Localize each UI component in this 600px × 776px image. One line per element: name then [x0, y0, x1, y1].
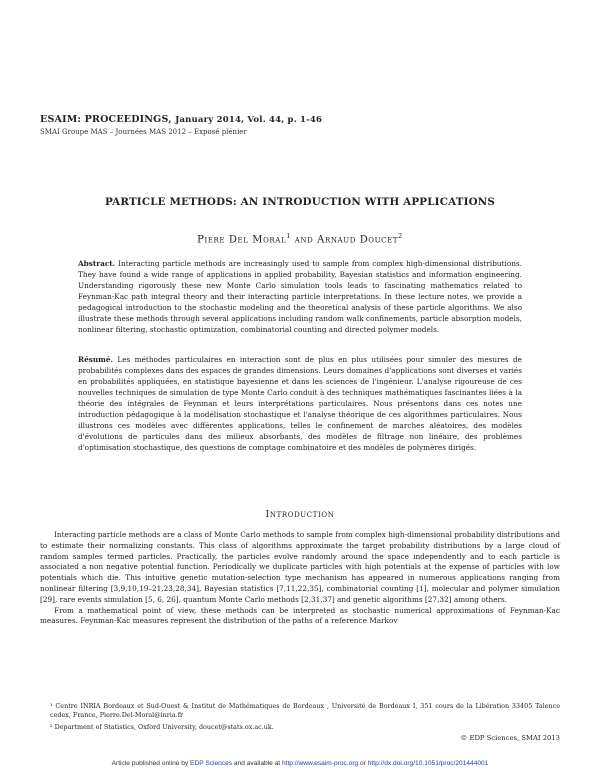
section-heading-introduction: Introduction — [265, 509, 335, 520]
author-2-mark: 2 — [398, 232, 403, 240]
abstract-label: Abstract. — [78, 259, 116, 268]
resume — [78, 354, 522, 453]
author-line — [0, 232, 600, 245]
publisher-link[interactable]: EDP Sciences — [190, 760, 233, 767]
intro-paragraph-1: Interacting particle methods are a class of Monte Carlo methods to sample from complex high-dimensional probability distributions and to estimate their normalizing constants. This class of algorithms approximate the target probability distributions by a large cloud of random samples termed particles. Practically, the particles evolve randomly around the space independently and to each particle is associated a non negative potential function. Periodically we duplicate particles with high potentials at the expense of particles with low potentials which die. This intuitive genetic mutation-selection type mechanism has appeared in numerous applications ranging from nonlinear filtering [3,9,10,19–21,23,28,34], Bayesian statistics [7,11,22,35], combinatorial counting [1], molecular and polymer simulation [29], rare events simulation [5, 6, 26], quantum Monte Carlo methods [2,31,37] and genetic algorithms [27,32] among others. — [40, 530, 560, 604]
introduction-body — [40, 530, 560, 627]
publication-bar — [0, 760, 600, 767]
bar-or: or — [360, 760, 366, 767]
paper-title: PARTICLE METHODS: AN INTRODUCTION WITH APPLICATIONS — [104, 196, 496, 208]
bar-middle: and available at — [233, 760, 281, 767]
author-join: and — [290, 234, 318, 246]
intro-paragraph-2: From a mathematical point of view, these methods can be interpreted as stochastic numerical approximations of Feynman-Kac measures. Feynman-Kac measures represent the distribution of the paths of a reference Markov — [40, 605, 560, 626]
author-2: Arnaud Doucet — [317, 234, 399, 246]
series-line: SMAI Groupe MAS – Journées MAS 2012 – Exposé plénier — [40, 128, 247, 136]
author-1-mark: 1 — [286, 232, 291, 240]
footnote-2: ² Department of Statistics, Oxford University, doucet@stats.ox.ac.uk. — [50, 723, 274, 731]
bar-prefix: Article published online by — [111, 760, 189, 767]
abstract — [78, 258, 522, 335]
footnote-1: ¹ Centre INRIA Bordeaux et Sud-Ouest & Institut de Mathématiques de Bordeaux , Université de Bordeaux I, 351 cours de la Libération 33405 Talence cedex, France, Pierre.Del-Moral@inria.fr — [50, 702, 560, 719]
abstract-text: Interacting particle methods are increasingly used to sample from complex high-dimensional distributions. They have found a wide range of applications in applied probability, Bayesian statistics and information engineering. Understanding rigorously these new Monte Carlo simulation tools leads to fascinating mathematics related to Feynman-Kac path integral theory and their interacting particle interpretations. In these lecture notes, we provide a pedagogical introduction to the stochastic modeling and the theoretical analysis of these particle algorithms. We also illustrate these methods through several applications including random walk confinements, particle absorption models, nonlinear filtering, stochastic optimization, combinatorial counting and directed polymer models. — [78, 259, 522, 334]
journal-details: January 2014, Vol. 44, p. 1-46 — [175, 115, 323, 125]
copyright-notice: © EDP Sciences, SMAI 2013 — [460, 734, 560, 742]
footnotes — [40, 702, 560, 735]
resume-text: Les méthodes particulaires en interaction sont de plus en plus utilisées pour simuler des mesures de probabilités complexes dans des espaces de grandes dimensions. Leurs domaines d'applications sont diverses et variés en probabilités appliquées, en statistique bayesienne et dans les sciences de l'ingénieur. L'analyse rigoureuse de ces nouvelles techniques de simulation de type Monte Carlo conduit à des techniques mathématiques fascinantes liées à la théorie des intégrales de Feynman et leurs interprétations particulaires. Nous présentons dans ces notes une introduction pédagogique à la modélisation stochastique et l'analyse théorique de ces algorithmes particulaires. Nous illustrons ces modèles avec différentes applications, telles le confinement de marches aléatoires, des modèles d'évolutions de particules dans des milieux absorbants, des modèles de filtrage non linéaire, des problèmes d'optimisation stochastique, des questions de comptage combinatoire et des modèles de polymères dirigés. — [78, 355, 522, 452]
journal-url-link[interactable]: http://www.esaim-proc.org — [281, 760, 359, 767]
journal-header — [40, 114, 322, 125]
resume-label: Résumé. — [78, 355, 114, 364]
author-1: Piere Del Moral — [197, 234, 287, 246]
journal-name: ESAIM: PROCEEDINGS, — [40, 114, 172, 125]
doi-link[interactable]: http://dx.doi.org/10.1051/proc/201444001 — [367, 760, 489, 767]
